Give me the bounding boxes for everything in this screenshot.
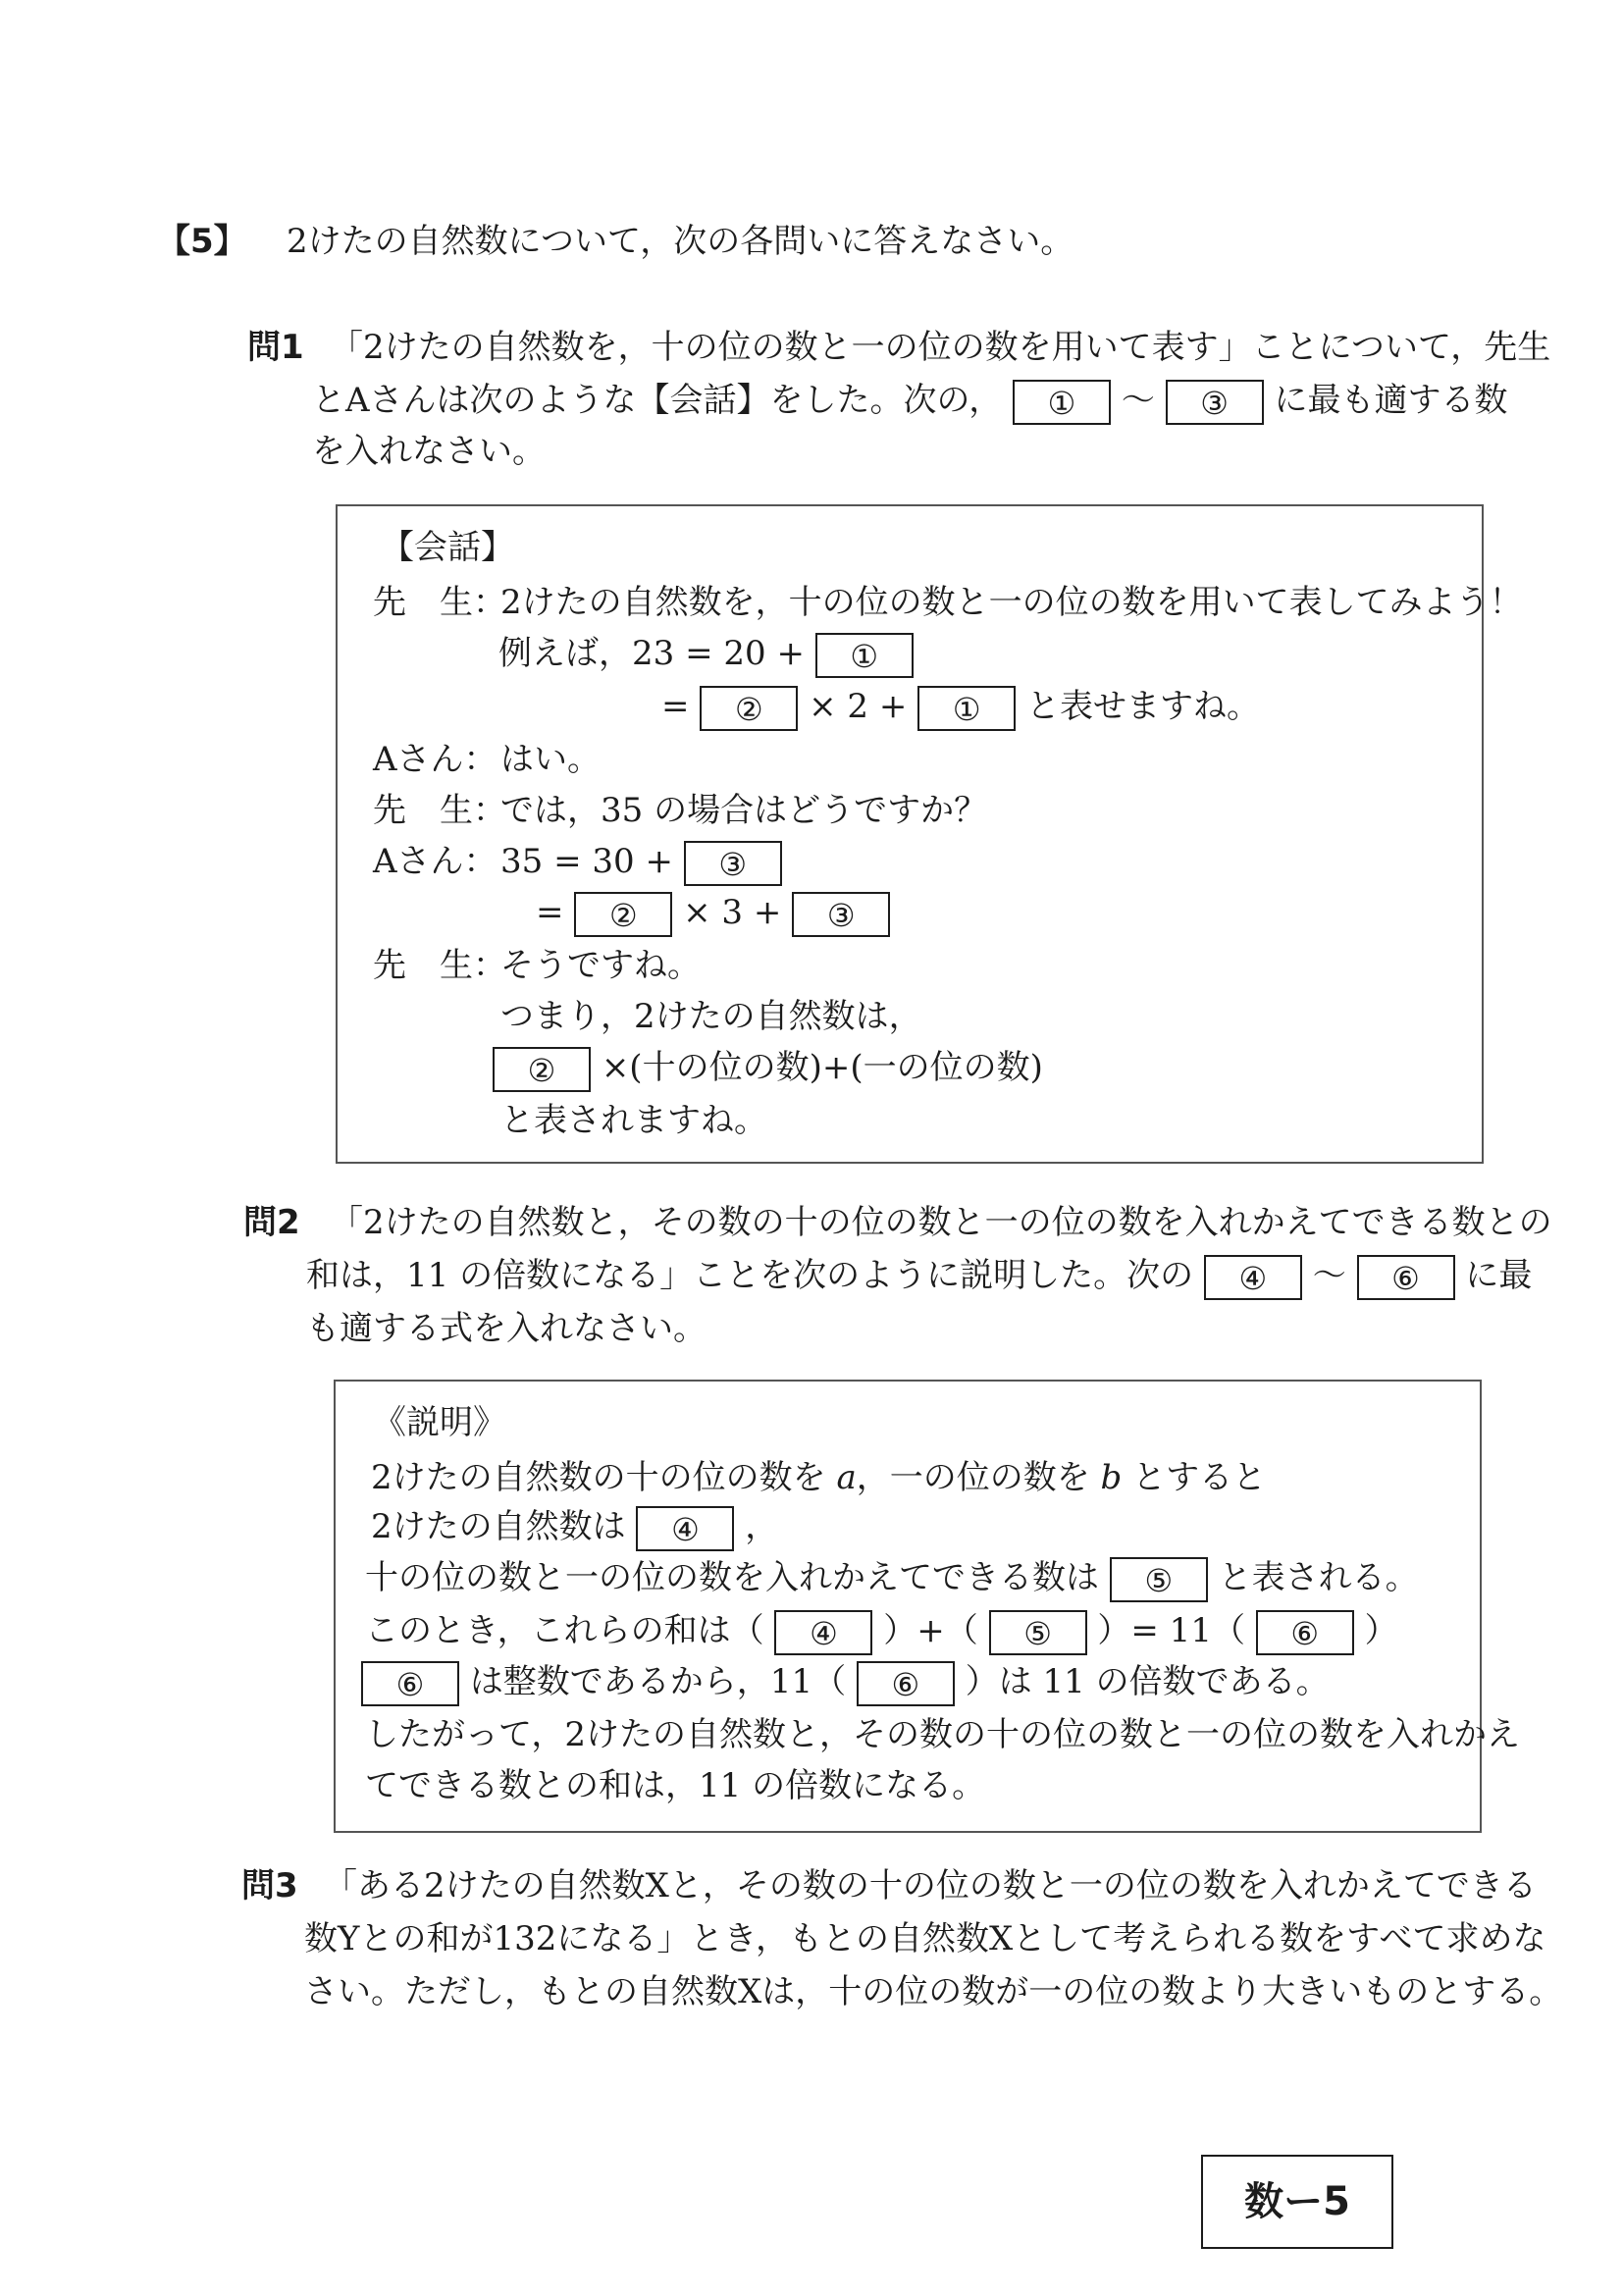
student-line-3 <box>536 889 890 937</box>
teacher-line-2 <box>498 630 914 678</box>
explanation-line-5 <box>361 1658 1330 1706</box>
q2-line3: も適する式を入れなさい。 <box>306 1309 707 1348</box>
answer-box-4[interactable]: ④ <box>636 1506 734 1551</box>
answer-box-6[interactable]: ⑥ <box>1256 1610 1354 1655</box>
answer-box-2[interactable]: ② <box>493 1047 591 1092</box>
student-line-2 <box>500 838 782 886</box>
q1-line2 <box>312 377 1507 425</box>
answer-box-2[interactable]: ② <box>700 686 798 731</box>
q3-line3: さい。ただし，もとの自然数Xは，十の位の数が一の位の数より大きいものとする。 <box>304 1972 1563 2011</box>
speaker-teacher: 先 生： <box>373 791 506 830</box>
teacher-line-8: と表されますね。 <box>500 1101 767 1140</box>
answer-box-4[interactable]: ④ <box>774 1610 872 1655</box>
student-line-2-text: 35 = 30 + <box>500 842 673 881</box>
variable-b: b <box>1100 1458 1123 1497</box>
answer-box-1[interactable]: ① <box>917 686 1016 731</box>
q3-label: 問3 <box>241 1866 298 1905</box>
explanation-plus: ）+（ <box>883 1611 978 1650</box>
answer-box-5[interactable]: ⑤ <box>989 1610 1087 1655</box>
conversation-title: 【会話】 <box>381 528 514 567</box>
answer-box-6[interactable]: ⑥ <box>857 1661 955 1706</box>
q2-label: 問2 <box>243 1203 300 1242</box>
answer-box-3[interactable]: ③ <box>792 892 890 937</box>
teacher-line-4: では，35 の場合はどうですか？ <box>500 791 988 830</box>
equals-sign: = <box>536 893 564 932</box>
answer-box-5[interactable]: ⑤ <box>1110 1557 1208 1602</box>
page-number: 数ー5 <box>1201 2155 1393 2249</box>
q1-tilde: ～ <box>1121 381 1155 420</box>
q1-line1: 「2けたの自然数を，十の位の数と一の位の数を用いて表す」ことについて，先生 <box>330 328 1551 367</box>
explanation-line-2 <box>371 1503 778 1551</box>
variable-a: a <box>836 1458 857 1497</box>
q2-tilde: ～ <box>1312 1256 1346 1295</box>
explanation-close-paren: ） <box>1364 1611 1398 1650</box>
teacher-line-1: 2けたの自然数を，十の位の数と一の位の数を用いて表してみよう！ <box>500 583 1523 622</box>
explanation-line-4 <box>365 1607 1398 1655</box>
explanation-line-3-start: 十の位の数と一の位の数を入れかえてできる数は <box>365 1558 1099 1597</box>
q2-line2-end: に最 <box>1465 1256 1533 1295</box>
teacher-line-7-text: ×(十の位の数)+(一の位の数) <box>601 1048 1043 1087</box>
explanation-line-3-end: と表される。 <box>1218 1558 1419 1597</box>
answer-box-1[interactable]: ① <box>1013 380 1111 425</box>
answer-box-4[interactable]: ④ <box>1204 1255 1302 1300</box>
speaker-teacher: 先 生： <box>373 946 506 985</box>
teacher-line-5: そうですね。 <box>500 946 701 985</box>
teacher-line-2-text: 例えば，23 = 20 + <box>498 634 805 673</box>
teacher-line-6: つまり，2けたの自然数は， <box>500 997 922 1036</box>
teacher-line-7 <box>493 1044 1043 1092</box>
q1-line3: を入れなさい。 <box>312 432 546 471</box>
q1-line2-end: に最も適する数 <box>1274 381 1508 420</box>
explanation-line-6: したがって，2けたの自然数と，その数の十の位の数と一の位の数を入れかえ <box>365 1715 1520 1754</box>
answer-box-2[interactable]: ② <box>574 892 672 937</box>
explanation-comma: ， <box>745 1507 779 1546</box>
answer-box-3[interactable]: ③ <box>684 841 782 886</box>
speaker-teacher: 先 生： <box>373 583 506 622</box>
section-number: 【5】 <box>157 222 247 261</box>
q2-line1: 「2けたの自然数と，その数の十の位の数と一の位の数を入れかえてできる数との <box>330 1203 1552 1242</box>
teacher-line-3 <box>661 683 1260 731</box>
answer-box-1[interactable]: ① <box>815 633 914 678</box>
explanation-equals: ）= 11（ <box>1097 1611 1245 1650</box>
student-line-1: はい。 <box>500 740 601 779</box>
explanation-line-2-text: 2けたの自然数は <box>371 1507 626 1546</box>
explanation-line-7: てできる数との和は，11 の倍数になる。 <box>365 1766 986 1805</box>
explanation-line-1-mid: ，一の位の数を <box>856 1458 1090 1497</box>
answer-box-3[interactable]: ③ <box>1166 380 1264 425</box>
times-two-text: × 2 + <box>809 687 908 726</box>
explanation-line-5-start: は整数であるから，11（ <box>469 1662 847 1701</box>
speaker-student: Aさん： <box>373 842 497 881</box>
answer-box-6[interactable]: ⑥ <box>1357 1255 1455 1300</box>
speaker-student: Aさん： <box>373 740 497 779</box>
times-three-text: × 3 + <box>683 893 782 932</box>
section-intro: 2けたの自然数について，次の各問いに答えなさい。 <box>287 222 1074 261</box>
teacher-line-3-end: と表せますね。 <box>1025 687 1260 726</box>
explanation-line-1-start: 2けたの自然数の十の位の数を <box>371 1458 826 1497</box>
explanation-title: 《説明》 <box>373 1403 506 1442</box>
q2-line2 <box>306 1252 1532 1300</box>
explanation-line-1 <box>371 1454 1266 1501</box>
answer-box-6[interactable]: ⑥ <box>361 1661 459 1706</box>
equals-sign: = <box>661 687 690 726</box>
explanation-line-4-start: このとき，これらの和は（ <box>365 1611 764 1650</box>
q3-line1: 「ある2けたの自然数Xと，その数の十の位の数と一の位の数を入れかえてできる <box>324 1866 1537 1905</box>
explanation-line-1-end: とすると <box>1132 1458 1267 1497</box>
q3-line2: 数Yとの和が132になる」とき，もとの自然数Xとして考えられる数をすべて求めな <box>304 1919 1546 1958</box>
q1-line2-start: とAさんは次のような【会話】をした。次の， <box>312 381 1003 420</box>
explanation-line-3 <box>365 1554 1419 1602</box>
q2-line2-start: 和は，11 の倍数になる」ことを次のように説明した。次の <box>306 1256 1194 1295</box>
explanation-line-5-end: ）は 11 の倍数である。 <box>965 1662 1330 1701</box>
q1-label: 問1 <box>247 328 304 367</box>
